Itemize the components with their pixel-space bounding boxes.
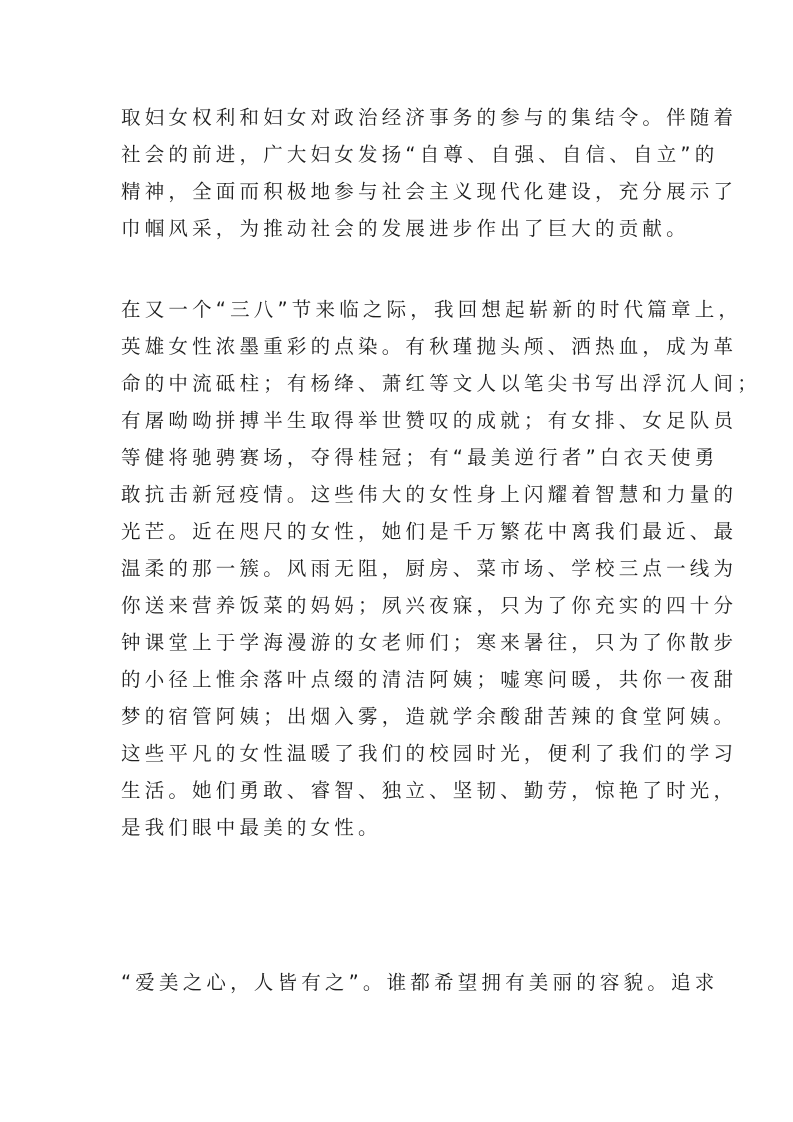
text-line xyxy=(121,883,677,920)
text-line: 等健将驰骋赛场，夺得桂冠；有“最美逆行者”白衣天使勇 xyxy=(121,446,719,469)
text-line: 这些平凡的女性温暖了我们的校园时光，便利了我们的学习 xyxy=(121,742,738,765)
text-line: 在又一个“三八”节来临之际，我回想起崭新的时代篇章上， xyxy=(121,298,743,321)
text-line xyxy=(121,846,677,883)
document-body xyxy=(121,99,761,1045)
text-line: 钟课堂上于学海漫游的女老师们；寒来暑往，只为了你散步 xyxy=(121,631,738,654)
paragraph-1 xyxy=(121,99,738,247)
text-line: 梦的宿管阿姨；出烟入雾，造就学余酸甜苦辣的食堂阿姨。 xyxy=(121,705,738,728)
text-line: 社会的前进，广大妇女发扬“自尊、自强、自信、自立”的 xyxy=(121,143,719,166)
text-line: 敢抗击新冠疫情。这些伟大的女性身上闪耀着智慧和力量的 xyxy=(121,483,738,506)
text-line: 的小径上惟余落叶点缀的清洁阿姨；嘘寒问暖，共你一夜甜 xyxy=(121,668,738,691)
text-line: 生活。她们勇敢、睿智、独立、坚韧、勤劳，惊艳了时光， xyxy=(121,779,738,802)
text-line: 你送来营养饭菜的妈妈；夙兴夜寐，只为了你充实的四十分 xyxy=(121,594,738,617)
text-line: 是我们眼中最美的女性。 xyxy=(121,816,382,839)
text-line: 取妇女权利和妇女对政治经济事务的参与的集结令。伴随着 xyxy=(121,106,738,129)
paragraph-3 xyxy=(121,964,719,1001)
text-line: 有屠呦呦拼搏半生取得举世赞叹的成就；有女排、女足队员 xyxy=(121,409,738,432)
text-line: 英雄女性浓墨重彩的点染。有秋瑾抛头颅、洒热血，成为革 xyxy=(121,335,738,358)
paragraph-2 xyxy=(121,291,761,920)
text-line: “爱美之心，人皆有之”。谁都希望拥有美丽的容貌。追求 xyxy=(121,971,719,994)
text-line: 命的中流砥柱；有杨绛、萧红等文人以笔尖书写出浮沉人间； xyxy=(121,372,761,395)
text-line: 巾帼风采，为推动社会的发展进步作出了巨大的贡献。 xyxy=(121,217,690,240)
text-line: 精神，全面而积极地参与社会主义现代化建设，充分展示了 xyxy=(121,180,738,203)
text-line: 温柔的那一簇。风雨无阻，厨房、菜市场、学校三点一线为 xyxy=(121,557,738,580)
text-line: 光芒。近在咫尺的女性，她们是千万繁花中离我们最近、最 xyxy=(121,520,738,543)
